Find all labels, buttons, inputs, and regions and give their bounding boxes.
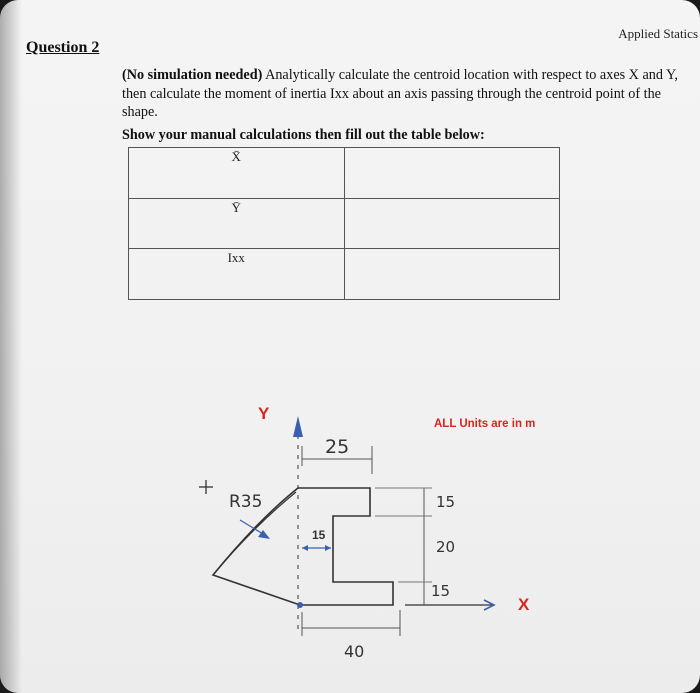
row-label-ybar: Ȳ: [129, 198, 345, 249]
y-axis-arrowhead: [293, 416, 303, 437]
units-note: ALL Units are in m: [434, 418, 536, 430]
row-label-xbar: X̄: [129, 148, 345, 199]
dim-top-width: 25: [325, 436, 350, 458]
dim-right-mid: 20: [436, 538, 456, 556]
y-axis-label: Y: [258, 404, 270, 423]
course-header: Applied Statics: [618, 26, 698, 41]
origin-marker: [297, 602, 303, 608]
dim-inner-width: 15: [312, 528, 326, 542]
dim-right-bottom: 15: [431, 582, 451, 600]
dim-15-arrow-left: [302, 545, 308, 551]
dim-15-arrow-right: [325, 545, 331, 551]
x-axis-label: X: [518, 595, 530, 614]
dim-radius: R35: [229, 492, 263, 512]
question-label: Question 2: [26, 39, 100, 56]
show-calculations-line: Show your manual calculations then fill out the table below:: [122, 127, 485, 143]
instructions-text: Analytically calculate the centroid location with respect to axes X and Y, then calculate the moment of inertia Ixx about an axis passing through the centroid point of the shape.: [122, 67, 678, 120]
dim-right-top: 15: [436, 493, 456, 511]
instructions-bold: (No simulation needed): [122, 67, 263, 83]
row-label-ixx: Ixx: [129, 249, 345, 300]
dim-bottom-width: 40: [344, 642, 365, 661]
